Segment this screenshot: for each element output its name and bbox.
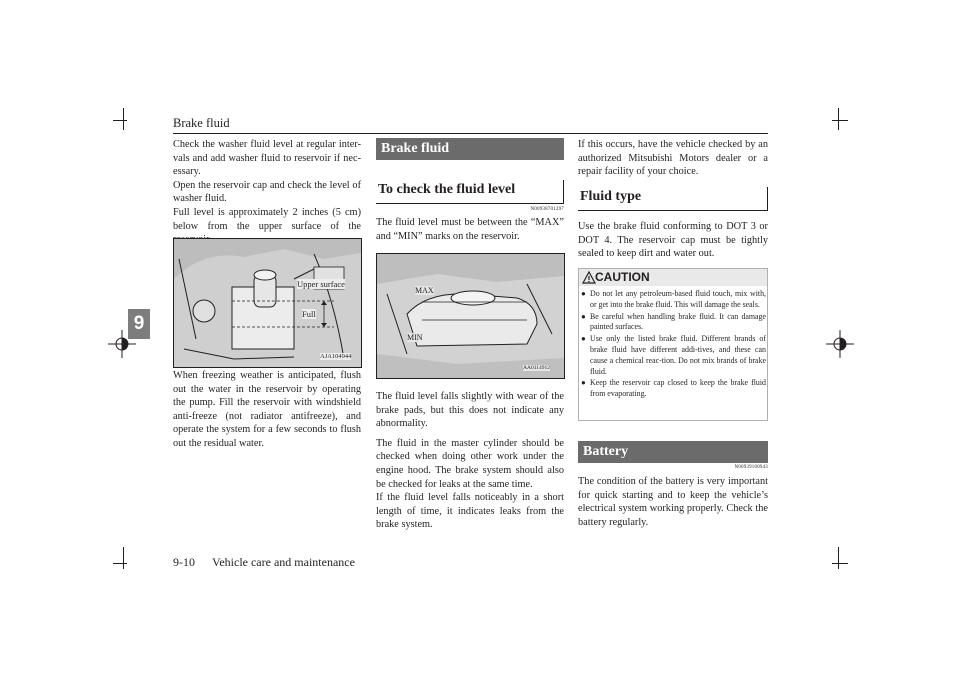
- washer-reservoir-illustration: [174, 239, 361, 367]
- bullet-icon: ●: [581, 289, 586, 298]
- crop-mark: [123, 108, 124, 130]
- page-header-title: Brake fluid: [173, 116, 230, 130]
- caution-list: [581, 289, 766, 401]
- bullet-icon: ●: [581, 378, 586, 388]
- figure-code: AJA104944: [320, 353, 352, 360]
- crop-mark: [113, 563, 127, 564]
- column-1: [173, 138, 361, 247]
- chapter-tab: 9: [128, 309, 150, 339]
- bullet-icon: ●: [581, 334, 586, 344]
- crop-mark: [123, 547, 124, 569]
- caution-item: ● Use only the listed brake fluid. Different brands of brake fluid have different addi-tives, and these can cause a chemical reac-tion. Do not mix brands of brake fluid.: [581, 334, 766, 376]
- paragraph: The fluid level falls slightly with wear of the brake pads, but this does not indicate any abnormality.: [376, 391, 564, 430]
- column-3-fluid-type: [578, 220, 768, 261]
- paragraph: The fluid in the master cylinder should be checked when doing other work under the engine hood. The brake system should also be checked for leaks at the same time.: [376, 437, 564, 490]
- brake-reservoir-figure: [376, 253, 565, 379]
- figure-label-full: Full: [302, 309, 316, 319]
- doc-code: N00939100943: [734, 465, 768, 470]
- paragraph: Full level is approximately 2 inches (5 cm) below from the upper surface of the: [173, 206, 361, 232]
- crop-mark: [838, 547, 839, 569]
- column-3-battery: [578, 475, 768, 529]
- header-rule: [173, 133, 768, 134]
- washer-reservoir-figure: [173, 238, 362, 368]
- warning-triangle-icon: [582, 271, 596, 284]
- footer-section: Vehicle care and maintenance: [212, 555, 355, 569]
- figure-label-min: MIN: [407, 333, 423, 342]
- crop-mark: [832, 563, 848, 564]
- paragraph: The fluid level must be between the “MAX” and “MIN” marks on the reservoir.: [376, 217, 564, 242]
- paragraph: If this occurs, have the vehicle checked by an authorized Mitsubishi Motors dealer or a repair facility of your choice.: [578, 139, 768, 178]
- page-footer: [173, 555, 355, 570]
- caution-item: ● Be careful when handling brake fluid. It can damage painted surfaces.: [581, 311, 766, 332]
- figure-label-upper-surface: Upper surface: [297, 279, 345, 289]
- caution-item: ● Do not let any petroleum-based fluid touch, mix with, or get into the brake fluid. This will damage the seals.: [581, 289, 766, 309]
- paragraph: Open the reservoir cap and check the level of washer fluid.: [173, 179, 361, 205]
- bullet-icon: ●: [581, 311, 586, 321]
- paragraph: Use the brake fluid conforming to DOT 3 or DOT 4. The reservoir cap must be tightly sealed to keep dirt and water out.: [578, 221, 768, 260]
- column-2-intro: [376, 216, 564, 243]
- paragraph: If the fluid level falls noticeably in a short length of time, it indicates leaks from the brake system.: [376, 492, 564, 531]
- crop-mark: [832, 120, 848, 121]
- crop-mark: [113, 120, 127, 121]
- doc-code: N00938701297: [530, 207, 564, 212]
- page-number: 9-10: [173, 555, 195, 569]
- caution-box: [578, 268, 768, 421]
- caution-header: [579, 269, 767, 286]
- crop-mark: [838, 108, 839, 130]
- subsection-title: To check the fluid level: [376, 180, 564, 204]
- column-1-lower: [173, 369, 361, 451]
- caution-item: ● Keep the reservoir cap closed to keep the brake fluid from evaporating.: [581, 378, 766, 399]
- section-title-brake-fluid: Brake fluid: [376, 138, 564, 160]
- column-2-lower: [376, 390, 564, 532]
- paragraph: The condition of the battery is very important for quick starting and to keep the vehicle’s electrical system working properly. Check the battery regularly.: [578, 476, 768, 528]
- subsection-title-fluid-type: Fluid type: [578, 187, 768, 211]
- figure-code: AA0114912: [523, 365, 550, 371]
- brake-reservoir-illustration: [377, 254, 564, 378]
- paragraph: Check the washer fluid level at regular inter-vals and add washer fluid to reservoir if nec-essary.: [173, 139, 361, 178]
- paragraph: When freezing weather is anticipated, flush out the water in the reservoir by operating the pump. Fill the reservoir with windshield anti-freeze (not radiator antifreeze), and operate the system for a few seconds to flush out the residual water.: [173, 370, 361, 449]
- section-title-battery: Battery: [578, 441, 768, 463]
- caution-title: CAUTION: [595, 270, 650, 284]
- registration-mark-right: [826, 330, 854, 358]
- figure-label-max: MAX: [415, 286, 434, 295]
- column-3-intro: [578, 138, 768, 179]
